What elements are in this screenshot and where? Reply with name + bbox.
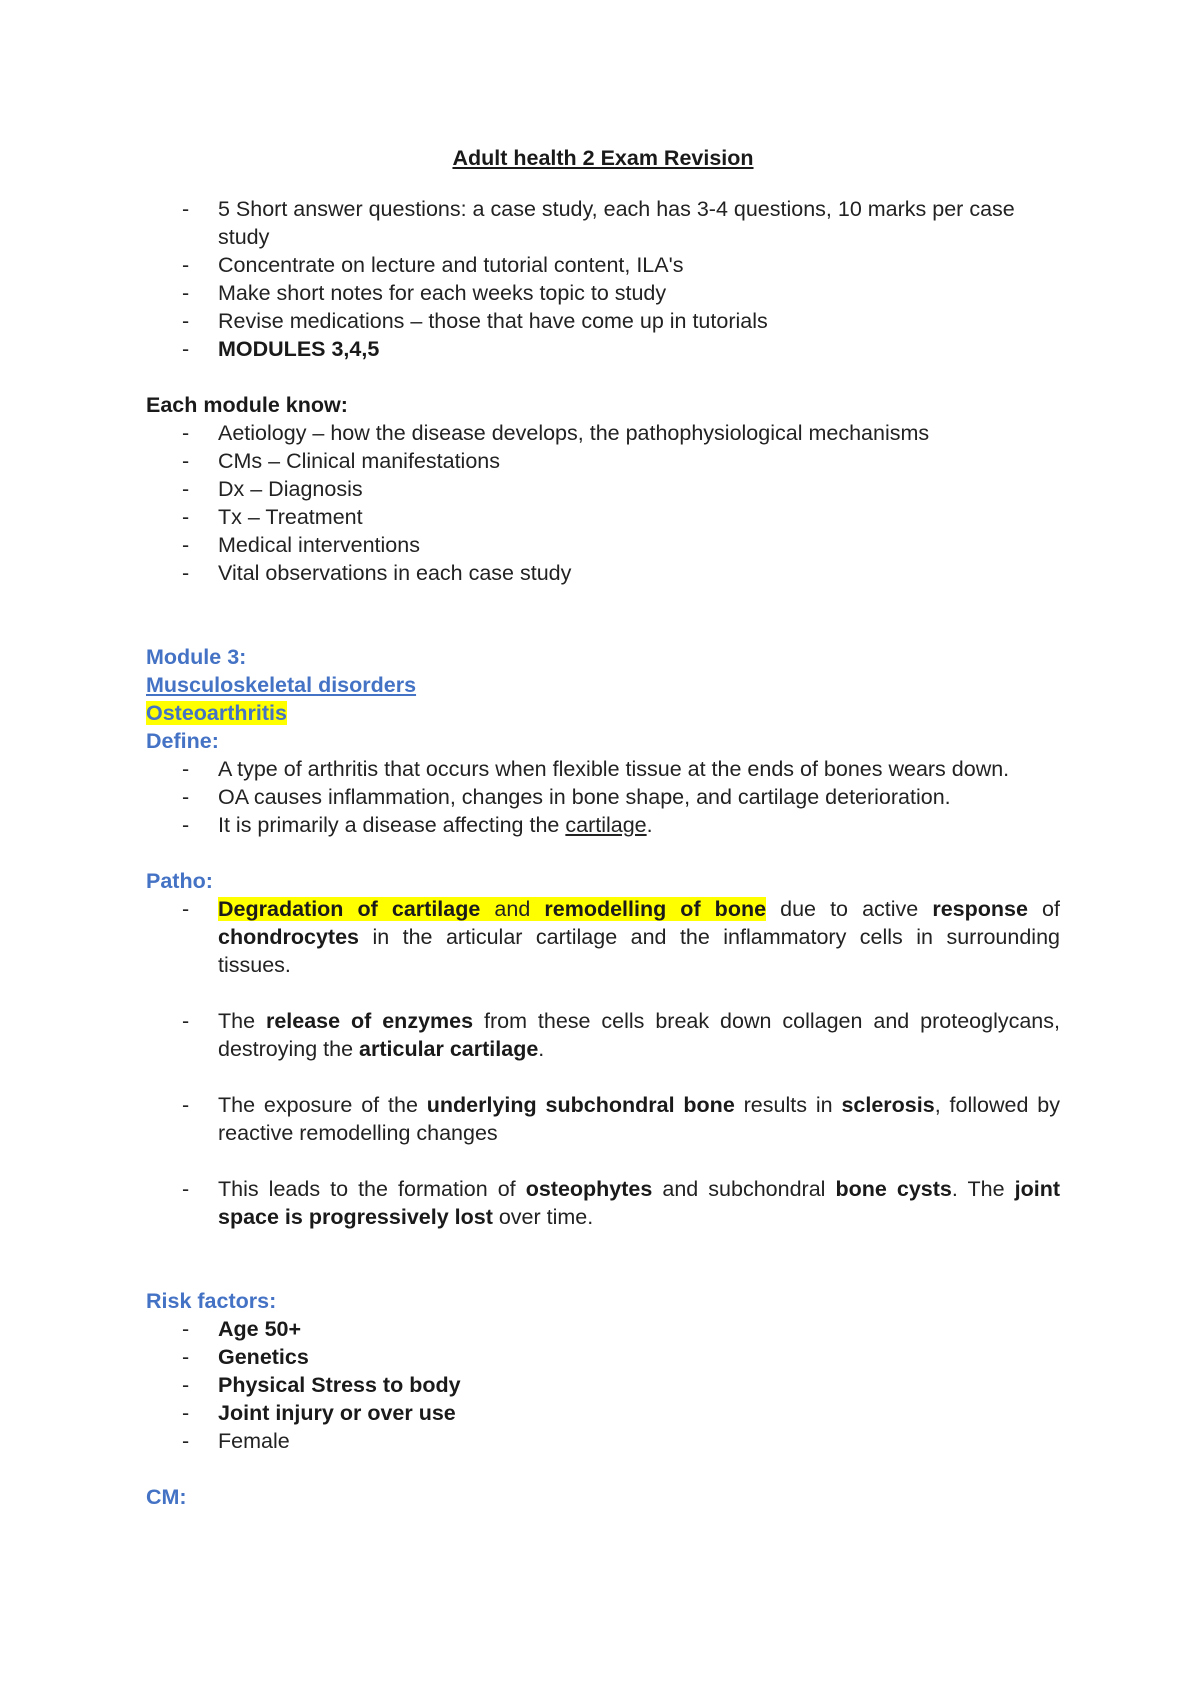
patho-list: [146, 895, 1060, 1231]
intro-item: - 5 Short answer questions: a case study, each has 3-4 questions, 10 marks per case study: [146, 195, 1060, 251]
module3-heading: Module 3:: [146, 645, 247, 669]
risk-factor-item: - Physical Stress to body: [146, 1371, 1060, 1399]
define-item: - A type of arthritis that occurs when flexible tissue at the ends of bones wears down.: [146, 755, 1060, 783]
patho-heading: Patho:: [146, 869, 213, 893]
intro-item: - Concentrate on lecture and tutorial content, ILA's: [146, 251, 1060, 279]
patho-item: - The exposure of the underlying subchondral bone results in sclerosis, followed by reactive remodelling changes: [146, 1091, 1060, 1147]
risk-factors-heading: Risk factors:: [146, 1289, 277, 1313]
document-page: [146, 144, 1060, 1511]
each-module-item: - CMs – Clinical manifestations: [146, 447, 1060, 475]
risk-factors-list: [146, 1315, 1060, 1455]
each-module-item: - Medical interventions: [146, 531, 1060, 559]
risk-factor-item: - Age 50+: [146, 1315, 1060, 1343]
patho-item: - This leads to the formation of osteophytes and subchondral bone cysts. The joint space is progressively lost over time.: [146, 1175, 1060, 1231]
define-list: [146, 755, 1060, 839]
each-module-item: - Tx – Treatment: [146, 503, 1060, 531]
each-module-item: - Dx – Diagnosis: [146, 475, 1060, 503]
patho-item: - Degradation of cartilage and remodelling of bone due to active response of chondrocytes in the articular cartilage and the inflammatory cells in surrounding tissues.: [146, 895, 1060, 979]
define-item: - OA causes inflammation, changes in bone shape, and cartilage deterioration.: [146, 783, 1060, 811]
each-module-item: - Aetiology – how the disease develops, the pathophysiological mechanisms: [146, 419, 1060, 447]
risk-factor-item: - Joint injury or over use: [146, 1399, 1060, 1427]
each-module-item: - Vital observations in each case study: [146, 559, 1060, 587]
define-item: - It is primarily a disease affecting the cartilage.: [146, 811, 1060, 839]
patho-item: - The release of enzymes from these cells break down collagen and proteoglycans, destroying the articular cartilage.: [146, 1007, 1060, 1063]
cm-heading: CM:: [146, 1485, 187, 1509]
risk-factor-item: - Genetics: [146, 1343, 1060, 1371]
each-module-heading: Each module know:: [146, 393, 348, 417]
risk-factor-item: - Female: [146, 1427, 1060, 1455]
module3-subheading: Musculoskeletal disorders: [146, 673, 417, 697]
topic-highlight: Osteoarthritis: [146, 701, 287, 725]
intro-item: - Make short notes for each weeks topic to study: [146, 279, 1060, 307]
define-heading: Define:: [146, 729, 219, 753]
intro-item: - Revise medications – those that have come up in tutorials: [146, 307, 1060, 335]
intro-item-modules: - MODULES 3,4,5: [146, 335, 1060, 363]
each-module-list: [146, 419, 1060, 587]
intro-list: [146, 195, 1060, 363]
topic-heading: [146, 699, 1060, 727]
document-title: Adult health 2 Exam Revision: [452, 146, 754, 170]
